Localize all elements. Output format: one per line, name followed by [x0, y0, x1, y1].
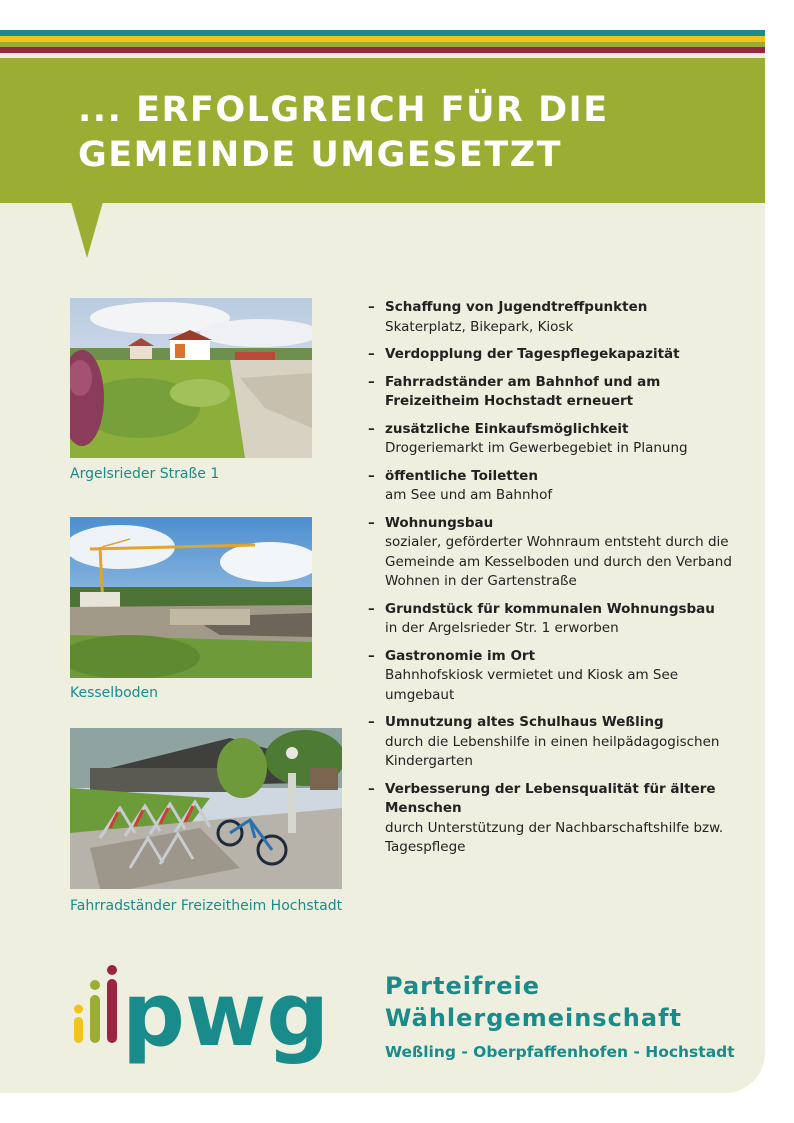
dash-marker: –	[368, 647, 375, 664]
list-item	[368, 713, 738, 772]
title-line-1: ... ERFOLGREICH FÜR DIE	[78, 90, 609, 130]
item-description: in der Argelsrieder Str. 1 erworben	[385, 620, 619, 636]
pwg-logo	[70, 965, 370, 1075]
dash-marker: –	[368, 600, 375, 617]
page-title	[78, 88, 738, 178]
caption-fahrradstaender: Fahrradständer Freizeitheim Hochstadt	[70, 898, 343, 914]
item-description: sozialer, geförderter Wohnraum entsteht durch die Gemeinde am Kesselboden und durch den Verband Wohnen in der Gartenstraße	[385, 534, 732, 589]
list-item	[368, 373, 738, 412]
list-item	[368, 514, 738, 592]
item-description: Drogeriemarkt im Gewerbegebiet in Planung	[385, 440, 688, 456]
list-item	[368, 298, 738, 337]
item-description: Skaterplatz, Bikepark, Kiosk	[385, 318, 574, 335]
item-title: Verdopplung der Tagespflegekapazität	[385, 346, 680, 362]
logo-wordmark: pwg	[122, 965, 330, 1066]
org-locations: Weßling - Oberpfaffenhofen - Hochstadt	[385, 1043, 735, 1061]
dash-marker: –	[368, 467, 375, 484]
item-title: Schaffung von Jugendtreffpunkten	[385, 299, 648, 315]
org-name-line-2: Wählergemeinschaft	[385, 1004, 682, 1032]
list-item	[368, 600, 738, 639]
item-title: Grundstück für kommunalen Wohnungsbau	[385, 600, 715, 617]
photo-fahrradstaender	[70, 728, 342, 889]
caption-argelsrieder-strasse: Argelsrieder Straße 1	[70, 466, 220, 482]
dash-marker: –	[368, 346, 375, 362]
list-item	[368, 420, 738, 459]
caption-kesselboden: Kesselboden	[70, 685, 159, 701]
list-item	[368, 780, 738, 858]
item-title: Gastronomie im Ort	[385, 647, 536, 664]
dash-marker: –	[368, 420, 375, 437]
list-item	[368, 345, 738, 365]
item-description: am See und am Bahnhof	[385, 487, 553, 503]
list-item	[368, 647, 738, 706]
photo-argelsrieder-strasse	[70, 298, 312, 458]
item-description: durch Unterstützung der Nachbarschaftshilfe bzw. Tagespflege	[385, 819, 724, 855]
dash-marker: –	[368, 714, 375, 730]
item-description: Bahnhofskiosk vermietet und Kiosk am See umgebaut	[385, 667, 679, 703]
item-title: Umnutzung altes Schulhaus Weßling	[385, 714, 664, 730]
dash-marker: –	[368, 514, 375, 531]
dash-marker: –	[368, 780, 375, 797]
achievements-list	[368, 298, 738, 866]
item-description: durch die Lebenshilfe in einen heilpädagogischen Kindergarten	[385, 733, 720, 769]
photo-kesselboden	[70, 517, 312, 678]
dash-marker: –	[368, 299, 375, 315]
org-name-line-1: Parteifreie	[385, 972, 541, 1000]
speech-pointer	[71, 202, 103, 258]
item-title: Verbesserung der Lebensqualität für ältere Menschen	[385, 780, 716, 816]
item-title: Fahrradständer am Bahnhof und am Freizeitheim Hochstadt erneuert	[385, 373, 661, 409]
item-title: Wohnungsbau	[385, 514, 494, 531]
item-title: zusätzliche Einkaufsmöglichkeit	[385, 420, 629, 437]
title-line-2: GEMEINDE UMGESETZT	[78, 135, 562, 175]
item-title: öffentliche Toiletten	[385, 467, 538, 484]
dash-marker: –	[368, 373, 375, 390]
list-item	[368, 467, 738, 506]
